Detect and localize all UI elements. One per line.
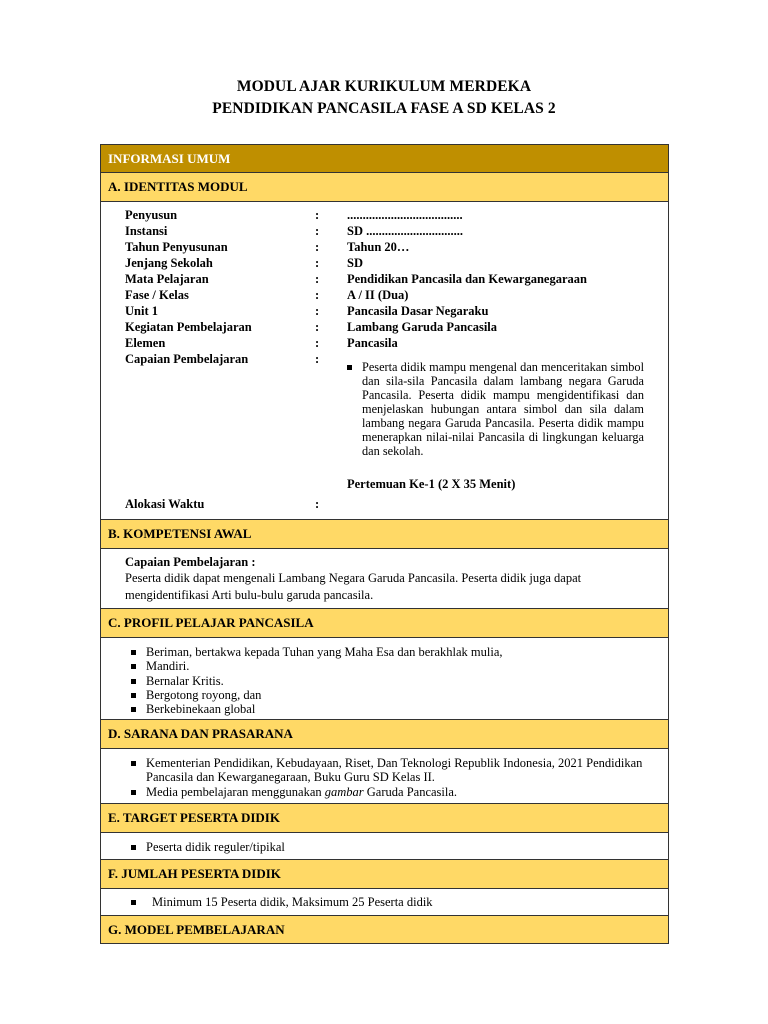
field-label: Capaian Pembelajaran — [125, 352, 249, 366]
list-item: Bergotong royong, dan — [126, 688, 656, 702]
section-g-header — [100, 916, 669, 944]
list-item: Berkebinekaan global — [126, 702, 656, 716]
bullet-icon — [347, 365, 352, 370]
field-value: SD — [347, 256, 363, 270]
jumlah-list — [126, 895, 656, 909]
section-label: C. PROFIL PELAJAR PANCASILA — [108, 615, 314, 630]
list-item: Peserta didik reguler/tipikal — [126, 840, 656, 854]
list-item: Kementerian Pendidikan, Kebudayaan, Riset, Dan Teknologi Republik Indonesia, 2021 Pendidikan Pancasila dan Kewarganegaraan, Buku Guru SD Kelas II. — [126, 756, 656, 785]
section-label: G. MODEL PEMBELAJARAN — [108, 921, 285, 937]
section-f-header — [100, 860, 669, 889]
field-label: Fase / Kelas — [125, 288, 189, 302]
field-label: Unit 1 — [125, 304, 158, 318]
colon: : — [315, 208, 320, 222]
colon: : — [315, 336, 320, 350]
kompetensi-label: Capaian Pembelajaran : — [125, 555, 256, 569]
profil-list — [126, 645, 656, 716]
kompetensi-text: Peserta didik dapat mengenali Lambang Negara Garuda Pancasila. Peserta didik juga dapat mengidentifikasi Arti bulu-bulu garuda pancasila. — [125, 571, 582, 602]
colon: : — [315, 272, 320, 286]
field-label: Kegiatan Pembelajaran — [125, 320, 252, 334]
colon: : — [315, 240, 320, 254]
section-label: A. IDENTITAS MODUL — [108, 179, 248, 194]
sarana-emphasis: gambar — [324, 784, 364, 799]
field-value: Pancasila — [347, 336, 398, 350]
field-value: SD ............................... — [347, 224, 463, 238]
field-label: Jenjang Sekolah — [125, 256, 213, 270]
field-label: Alokasi Waktu — [125, 497, 205, 511]
section-label: INFORMASI UMUM — [108, 150, 231, 166]
colon: : — [315, 288, 320, 302]
sarana-text: Media pembelajaran menggunakan — [146, 784, 325, 799]
field-value: Lambang Garuda Pancasila — [347, 320, 498, 334]
sarana-text: Garuda Pancasila. — [363, 784, 458, 799]
document-title: MODUL AJAR KURIKULUM MERDEKA — [236, 78, 532, 95]
section-e-header — [100, 804, 669, 833]
field-value: ..................................... — [347, 208, 463, 222]
section-b-header — [100, 520, 669, 549]
section-informasi-umum — [100, 144, 669, 173]
document-subtitle: PENDIDIKAN PANCASILA FASE A SD KELAS 2 — [212, 100, 556, 117]
colon: : — [315, 304, 320, 318]
field-label: Instansi — [125, 224, 168, 238]
pertemuan-text: Pertemuan Ke-1 (2 X 35 Menit) — [347, 477, 516, 491]
sarana-list — [126, 756, 656, 799]
field-label: Mata Pelajaran — [125, 272, 209, 286]
list-item: Mandiri. — [126, 659, 656, 673]
field-value: Pendidikan Pancasila dan Kewarganegaraan — [347, 272, 587, 286]
list-item: Beriman, bertakwa kepada Tuhan yang Maha Esa dan berakhlak mulia, — [126, 645, 656, 659]
list-item: Bernalar Kritis. — [126, 674, 656, 688]
colon: : — [315, 352, 320, 366]
field-label: Penyusun — [125, 208, 178, 222]
target-list — [126, 840, 656, 854]
section-c-header — [100, 609, 669, 638]
colon: : — [315, 256, 320, 270]
section-label: B. KOMPETENSI AWAL — [108, 526, 252, 541]
capaian-pembelajaran-text: Peserta didik mampu mengenal dan menceritakan simbol dan sila-sila Pancasila dalam lambang negara Garuda Pancasila. Peserta didik mampu mengidentifikasi dan menjelaskan hubungan antara simbol dan sila dalam lambang negara Garuda Pancasila. Peserta didik mampu menerapkan nilai-nilai Pancasila di lingkungan keluarga dan sekolah. — [362, 360, 644, 458]
field-value: A / II (Dua) — [347, 288, 409, 302]
field-value: Tahun 20… — [347, 240, 410, 254]
section-label: E. TARGET PESERTA DIDIK — [108, 810, 280, 825]
section-label: F. JUMLAH PESERTA DIDIK — [108, 866, 281, 881]
field-value: Pancasila Dasar Negaraku — [347, 304, 489, 318]
colon: : — [315, 224, 320, 238]
section-a-header — [100, 173, 669, 202]
section-label: D. SARANA DAN PRASARANA — [108, 726, 293, 741]
colon: : — [315, 320, 320, 334]
section-d-header — [100, 720, 669, 749]
field-label: Elemen — [125, 336, 166, 350]
colon: : — [315, 497, 320, 511]
list-item: Minimum 15 Peserta didik, Maksimum 25 Peserta didik — [126, 895, 656, 909]
list-item — [126, 785, 656, 799]
field-label: Tahun Penyusunan — [125, 240, 228, 254]
